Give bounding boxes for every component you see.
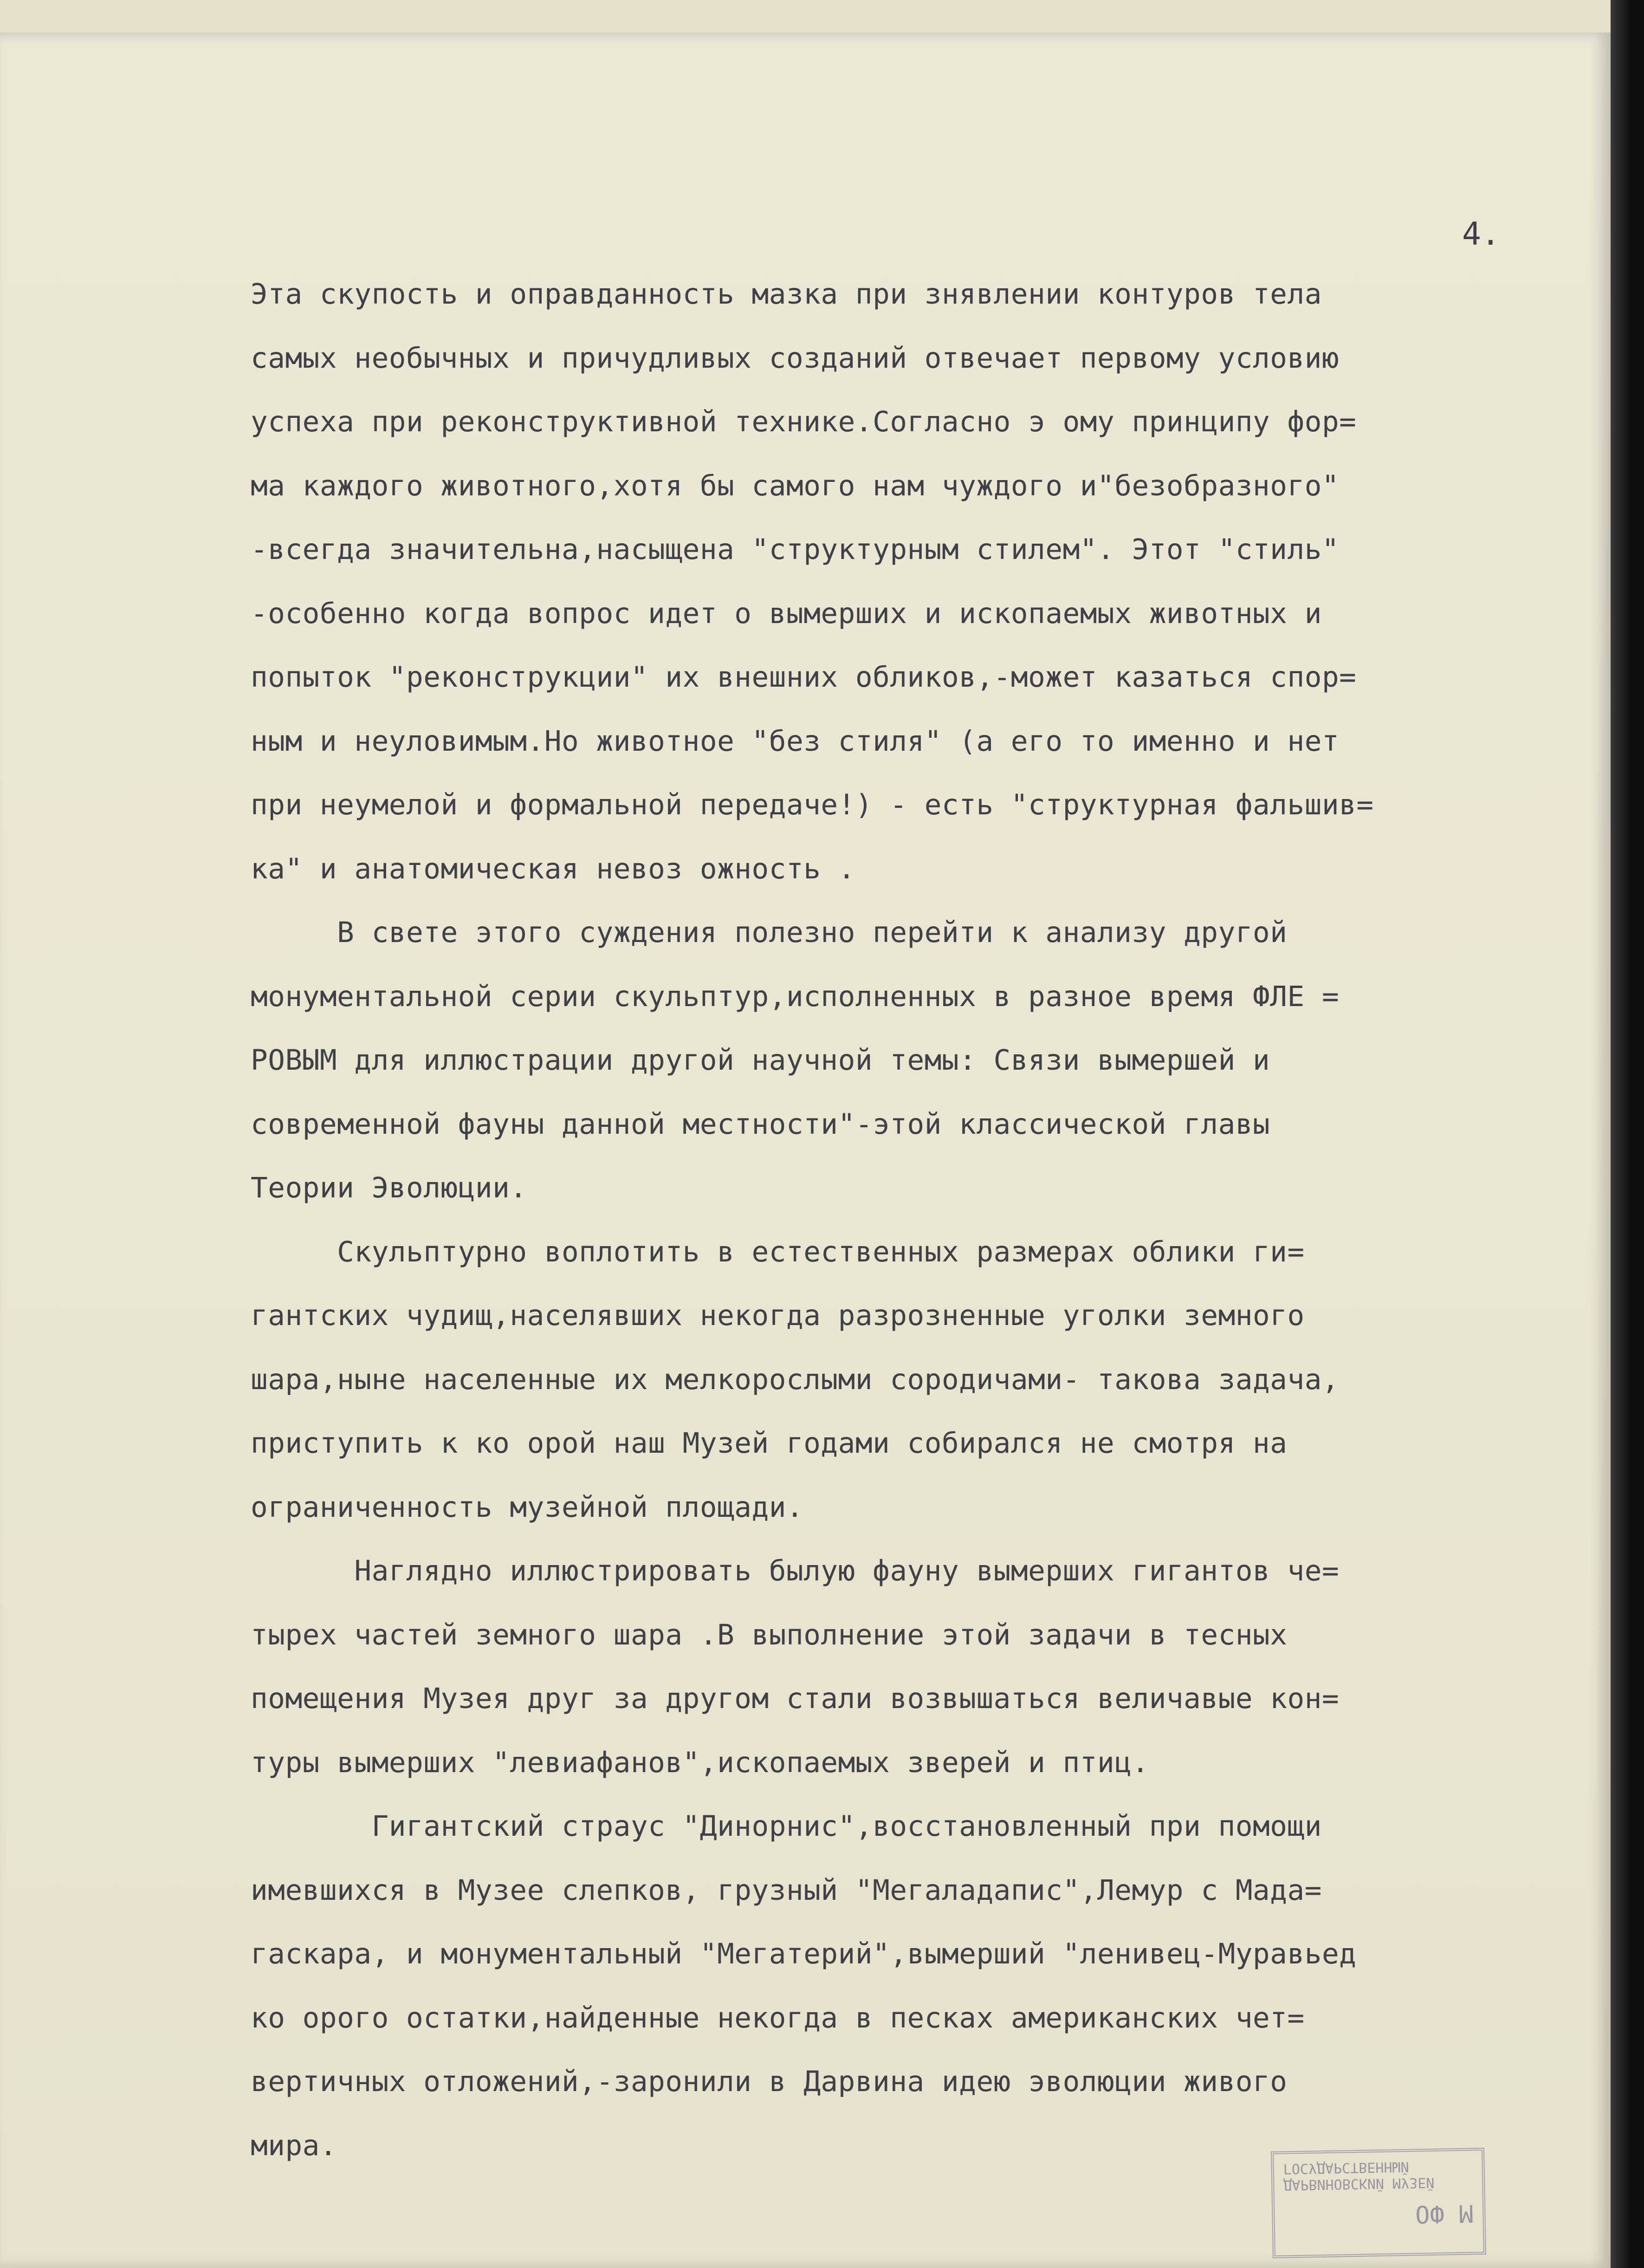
text-line: ограниченность музейной площади. <box>251 1490 804 1524</box>
archive-stamp <box>1271 2148 1486 2258</box>
text-line: Теории Эволюции. <box>251 1171 527 1204</box>
text-line: ка" и анатомическая невоз ожность . <box>251 852 855 885</box>
text-line: гантских чудищ,населявших некогда разрозненные уголки земного <box>251 1299 1305 1332</box>
text-line: при неумелой и формальной передаче!) - есть "структурная фальшив= <box>251 788 1374 821</box>
text-line: -особенно когда вопрос идет о вымерших и ископаемых животных и <box>251 597 1322 630</box>
text-line: мира. <box>251 2129 337 2162</box>
page-number: 4. <box>1462 216 1500 253</box>
text-line: туры вымерших "левиафанов",ископаемых зверей и птиц. <box>251 1746 1149 1779</box>
text-line: самых необычных и причудливых созданий отвечает первому условию <box>251 341 1340 375</box>
text-line: попыток "реконструкции" их внешних обликов,-может казаться спор= <box>251 661 1357 694</box>
text-line: имевшихся в Музее слепков, грузный "Мегаладапис",Лемур с Мада= <box>251 1873 1322 1907</box>
stamp-code: ОФ М <box>1415 2199 1474 2228</box>
text-line: Гигантский страус "Динорнис",восстановленный при помощи <box>251 1810 1322 1843</box>
text-line: приступить к ко орой наш Музей годами собирался не смотря на <box>251 1427 1288 1460</box>
typewritten-text <box>251 262 1578 2177</box>
text-line: В свете этого суждения полезно перейти к анализу другой <box>251 916 1288 949</box>
text-line: монументальной серии скульптур,исполненных в разное время ФЛЕ = <box>251 980 1340 1013</box>
text-line: Скульптурно воплотить в естественных размерах облики ги= <box>251 1235 1305 1268</box>
text-line: ма каждого животного,хотя бы самого нам чуждого и"безобразного" <box>251 469 1340 502</box>
text-line: гаскара, и монументальный "Мегатерий",вымерший "ленивец-Муравьед <box>251 1937 1357 1970</box>
text-line: помещения Музея друг за другом стали возвышаться величавые кон= <box>251 1682 1340 1715</box>
text-line: успеха при реконструктивной технике.Согласно э ому принципу фор= <box>251 405 1357 438</box>
stamp-line-1: ГОСУДАРСТВЕННЫЙ <box>1283 2158 1409 2177</box>
text-line: -всегда значительна,насыщена "структурным стилем". Этот "стиль" <box>251 533 1340 566</box>
text-line: Наглядно иллюстрировать былую фауну вымерших гигантов че= <box>251 1554 1340 1587</box>
text-line: РОВЫМ для иллюстрации другой научной темы: Связи вымершей и <box>251 1044 1270 1077</box>
text-line: современной фауны данной местности"-этой классической главы <box>251 1107 1270 1141</box>
text-line: ным и неуловимым.Но животное "без стиля" (а его то именно и нет <box>251 724 1340 758</box>
text-line: шара,ныне населенные их мелкорослыми сородичами- такова задача, <box>251 1363 1340 1396</box>
dark-background-edge <box>1611 0 1644 2268</box>
text-line: ко орого остатки,найденные некогда в песках американских чет= <box>251 2001 1305 2034</box>
stamp-line-2: ДАРВИНОВСКИЙ МУЗЕЙ <box>1283 2174 1435 2193</box>
text-line: тырех частей земного шара .В выполнение этой задачи в тесных <box>251 1618 1288 1651</box>
text-line: вертичных отложений,-заронили в Дарвина идею эволюции живого <box>251 2065 1288 2098</box>
text-line: Эта скупость и оправданность мазка при знявлении контуров тела <box>251 278 1322 311</box>
document-page <box>0 32 1611 2268</box>
